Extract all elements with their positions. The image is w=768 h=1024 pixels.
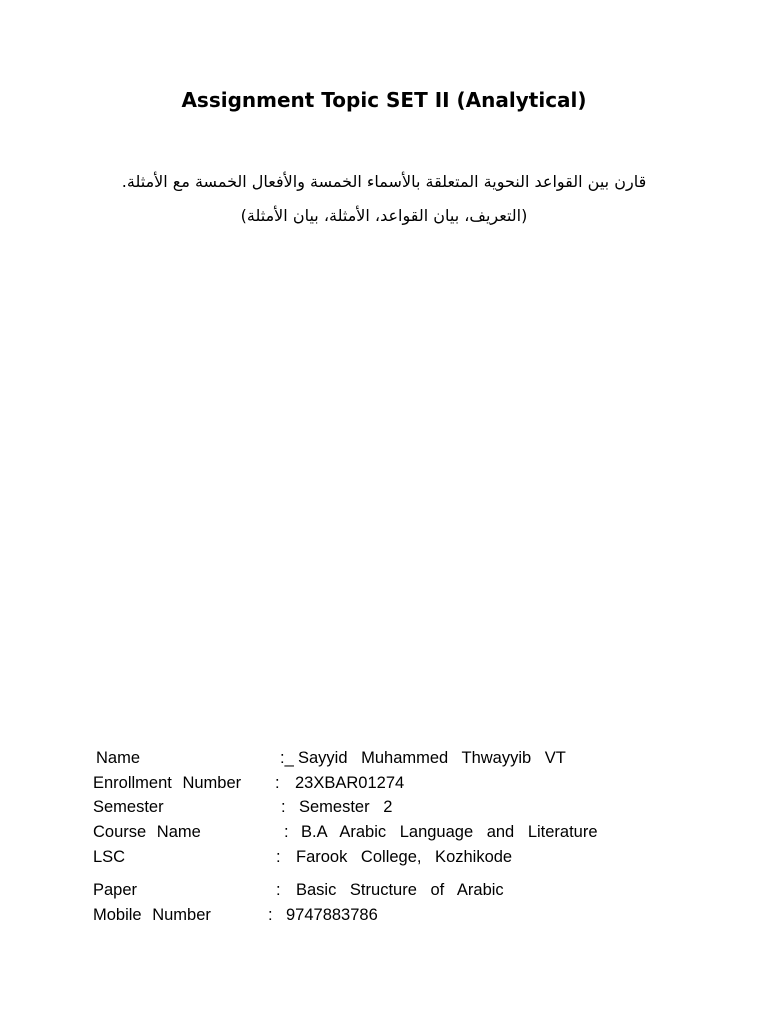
detail-value-mobile: 9747883786	[286, 906, 378, 924]
detail-label: LSC	[93, 848, 126, 866]
detail-separator: :	[268, 906, 273, 924]
detail-separator: :_	[280, 749, 294, 767]
question-line-2: (التعريف، بيان القواعد، الأمثلة، بيان الأمثلة)	[240, 206, 528, 225]
detail-label: Mobile Number	[93, 906, 211, 924]
detail-separator: :	[275, 774, 280, 792]
detail-value-semester: Semester 2	[299, 798, 393, 816]
detail-value-paper: Basic Structure of Arabic	[296, 881, 504, 899]
detail-value-lsc: Farook College, Kozhikode	[296, 848, 513, 866]
question-line-1: قارن بين القواعد النحوية المتعلقة بالأسماء الخمسة والأفعال الخمسة مع الأمثلة.	[121, 172, 647, 191]
detail-separator: :	[281, 798, 286, 816]
detail-label: Semester	[93, 798, 164, 816]
detail-value-name: Sayyid Muhammed Thwayyib VT	[298, 749, 566, 767]
detail-value-enrollment: 23XBAR01274	[295, 774, 405, 792]
detail-label: Name	[96, 749, 141, 767]
detail-separator: :	[276, 848, 281, 866]
detail-value-course: B.A Arabic Language and Literature	[301, 823, 598, 841]
assignment-title: Assignment Topic SET II (Analytical)	[181, 88, 587, 112]
detail-label: Enrollment Number	[93, 774, 242, 792]
detail-label: Paper	[93, 881, 138, 899]
detail-label: Course Name	[93, 823, 201, 841]
detail-separator: :	[276, 881, 281, 899]
detail-separator: :	[284, 823, 289, 841]
